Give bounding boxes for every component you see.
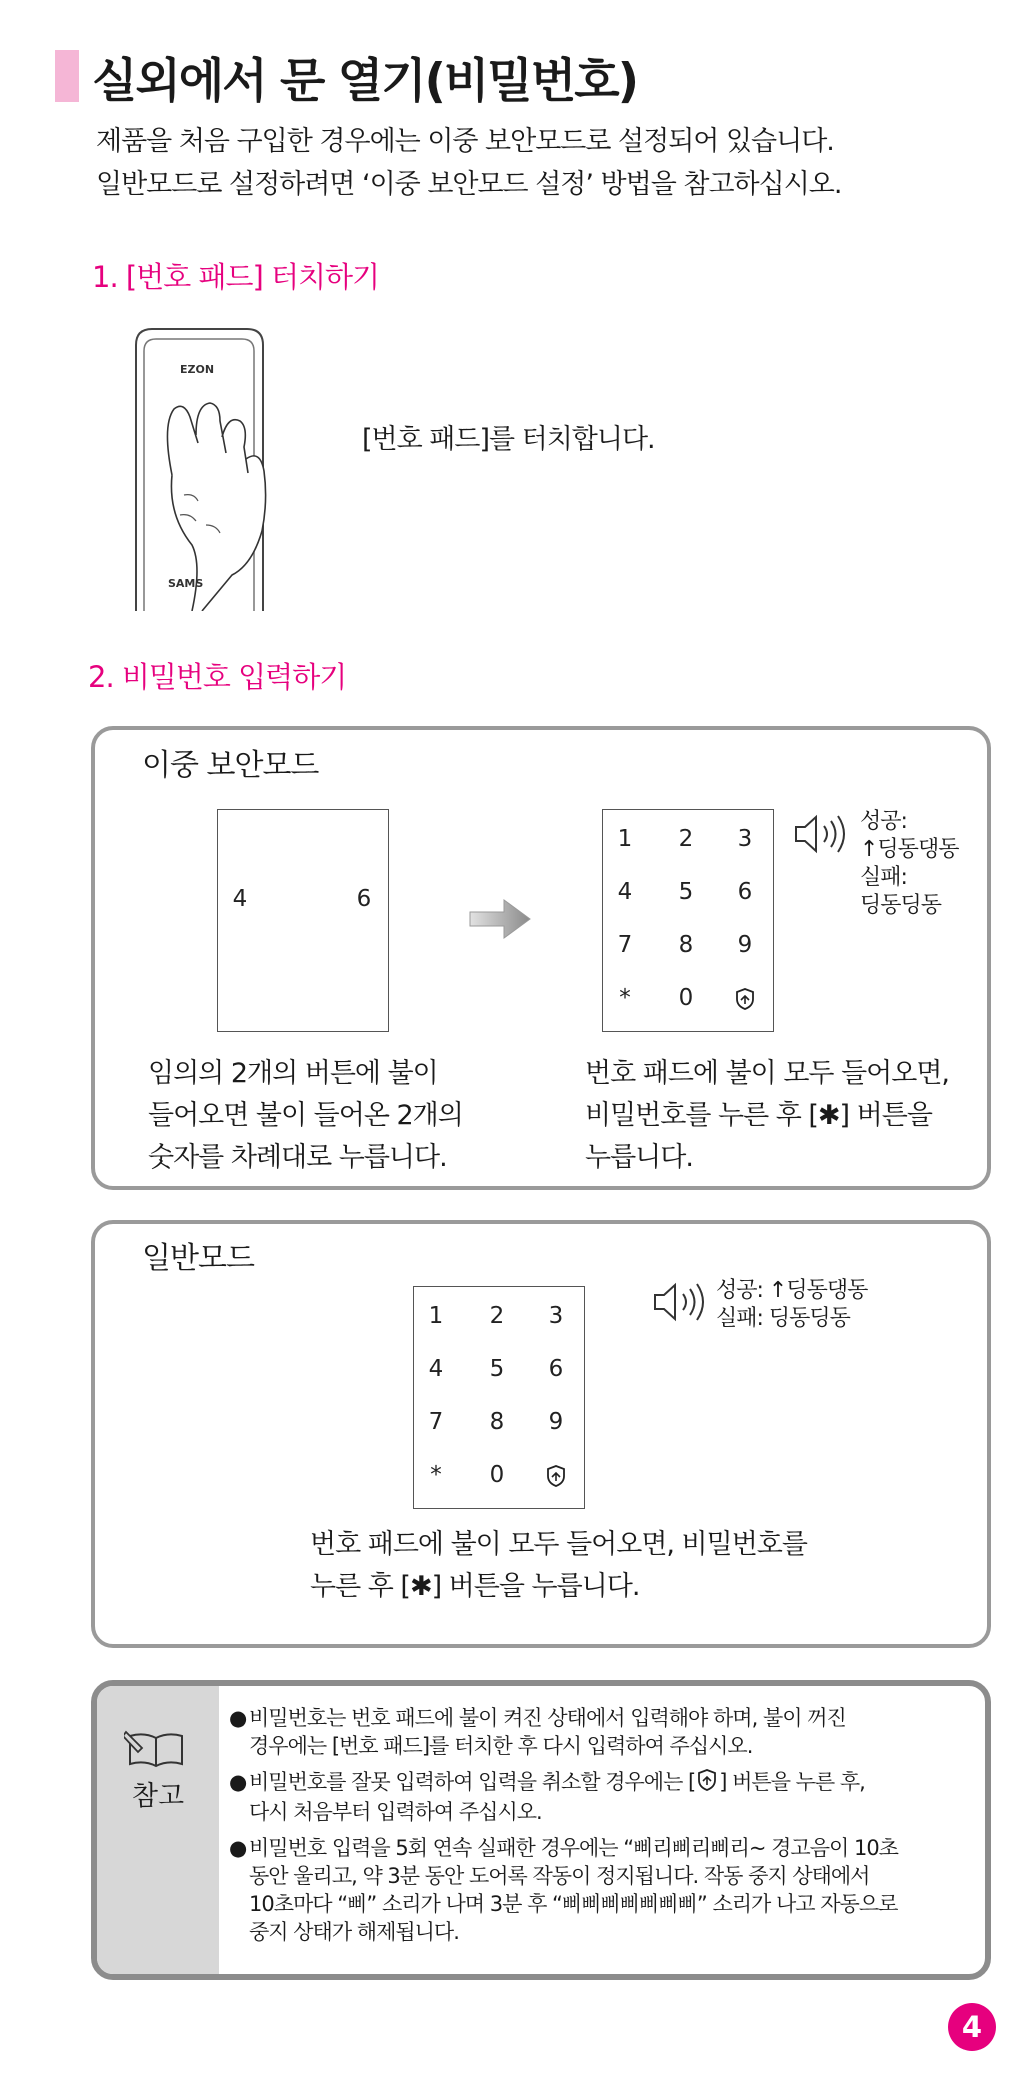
note-panel [91,1680,991,1980]
keypad-two-lit [217,809,389,1032]
dual-success-label: 성공: [860,809,907,834]
key-7: 7 [617,932,633,958]
normal-sound-legend [716,1277,867,1333]
key-3: 3 [737,826,753,852]
key-0: 0 [489,1462,505,1488]
normal-mode-title: 일반모드 [142,1241,254,1276]
lit-key-left: 4 [232,886,248,912]
bullet: ● [229,1835,247,1860]
key-9: 9 [737,932,753,958]
lock-key-icon [725,983,765,1013]
door-lock-touch-illustration [132,325,277,611]
normal-desc [310,1524,807,1608]
note-item-line [249,1768,987,1798]
key-9: 9 [548,1409,564,1435]
intro-line-1: 제품을 처음 구입한 경우에는 이중 보안모드로 설정되어 있습니다. [96,126,834,157]
dual-mode-title: 이중 보안모드 [142,748,319,783]
key-4: 4 [428,1356,444,1382]
note-list [227,1704,987,1954]
speaker-sound-icon [651,1280,715,1324]
dual-desc-left-line: 숫자를 차례대로 누릅니다. [148,1142,447,1173]
dual-fail-sound: 딩동딩동 [860,893,942,918]
arrow-right-icon [466,894,534,944]
bullet: ● [229,1770,247,1794]
note-item [227,1768,987,1826]
key-1: 1 [428,1303,444,1329]
key-8: 8 [678,932,694,958]
key-star: * [430,1462,442,1488]
dual-desc-right-line: 비밀번호를 누른 후 [✱] 버튼을 [585,1100,932,1131]
intro-line-2: 일반모드로 설정하려면 ‘이중 보안모드 설정’ 방법을 참고하십시오. [96,169,842,200]
lock-key-icon [697,1769,717,1798]
dual-desc-right [585,1053,949,1179]
dual-success-sound: ↑딩동댕동 [860,837,959,862]
note-item [227,1834,987,1946]
dual-desc-right-line: 번호 패드에 불이 모두 들어오면, [585,1058,949,1089]
book-pencil-icon [124,1728,188,1770]
bullet: ● [229,1706,247,1730]
note-item-line: 10초마다 “삐” 소리가 나며 3분 후 “삐삐삐삐삐삐삐” 소리가 나고 자동으로 [249,1891,898,1916]
key-0: 0 [678,985,694,1011]
note-side-panel [97,1686,219,1974]
note-label: 참고 [131,1781,185,1812]
normal-fail-text: 실패: 딩동딩동 [716,1306,850,1331]
dual-fail-label: 실패: [860,865,907,890]
key-2: 2 [678,826,694,852]
keypad-full-normal [413,1286,585,1509]
key-3: 3 [548,1303,564,1329]
intro-text [96,120,841,206]
key-6: 6 [548,1356,564,1382]
dual-desc-left-line: 임의의 2개의 버튼에 불이 [148,1058,438,1089]
page-number-badge: 4 [948,2003,996,2051]
dual-desc-left [148,1053,463,1179]
note-item [227,1704,987,1760]
device-brand-bottom: SAMS [168,577,204,590]
dual-desc-right-line: 누릅니다. [585,1142,693,1173]
key-2: 2 [489,1303,505,1329]
step1-description: [번호 패드]를 터치합니다. [362,424,655,455]
page-title: 실외에서 문 열기(비밀번호) [92,54,638,109]
title-accent-bar [55,50,79,102]
key-4: 4 [617,879,633,905]
normal-desc-line: 누른 후 [✱] 버튼을 누릅니다. [310,1571,640,1602]
normal-desc-line: 번호 패드에 불이 모두 들어오면, 비밀번호를 [310,1529,807,1560]
device-brand-top: EZON [180,363,215,376]
note-item-line: 동안 울리고, 약 3분 동안 도어록 작동이 정지됩니다. 작동 중지 상태에서 [249,1863,870,1888]
dual-desc-left-line: 들어오면 불이 들어온 2개의 [148,1100,463,1131]
speaker-sound-icon [792,812,856,856]
key-8: 8 [489,1409,505,1435]
step2-heading: 2. 비밀번호 입력하기 [88,660,347,694]
step1-heading: 1. [번호 패드] 터치하기 [92,260,380,294]
key-star: * [619,985,631,1011]
key-6: 6 [737,879,753,905]
note-item-line: 중지 상태가 해제됩니다. [249,1919,459,1944]
lock-key-icon [536,1460,576,1490]
note-text: 비밀번호를 잘못 입력하여 입력을 취소할 경우에는 [ [249,1770,696,1794]
note-item-line: 다시 처음부터 입력하여 주십시오. [249,1799,542,1824]
note-item-line: 비밀번호는 번호 패드에 불이 켜진 상태에서 입력해야 하며, 불이 꺼진 [249,1706,846,1730]
key-5: 5 [678,879,694,905]
dual-sound-legend [860,808,990,920]
key-5: 5 [489,1356,505,1382]
key-7: 7 [428,1409,444,1435]
note-text: ] 버튼을 누른 후, [719,1770,865,1794]
note-item-line: 비밀번호 입력을 5회 연속 실패한 경우에는 “삐리삐리삐리~ 경고음이 10초 [249,1835,898,1860]
keypad-full-dual [602,809,774,1032]
lit-key-right: 6 [356,886,372,912]
normal-success-text: 성공: ↑딩동댕동 [716,1278,868,1303]
note-item-line: 경우에는 [번호 패드]를 터치한 후 다시 입력하여 주십시오. [249,1734,753,1758]
key-1: 1 [617,826,633,852]
